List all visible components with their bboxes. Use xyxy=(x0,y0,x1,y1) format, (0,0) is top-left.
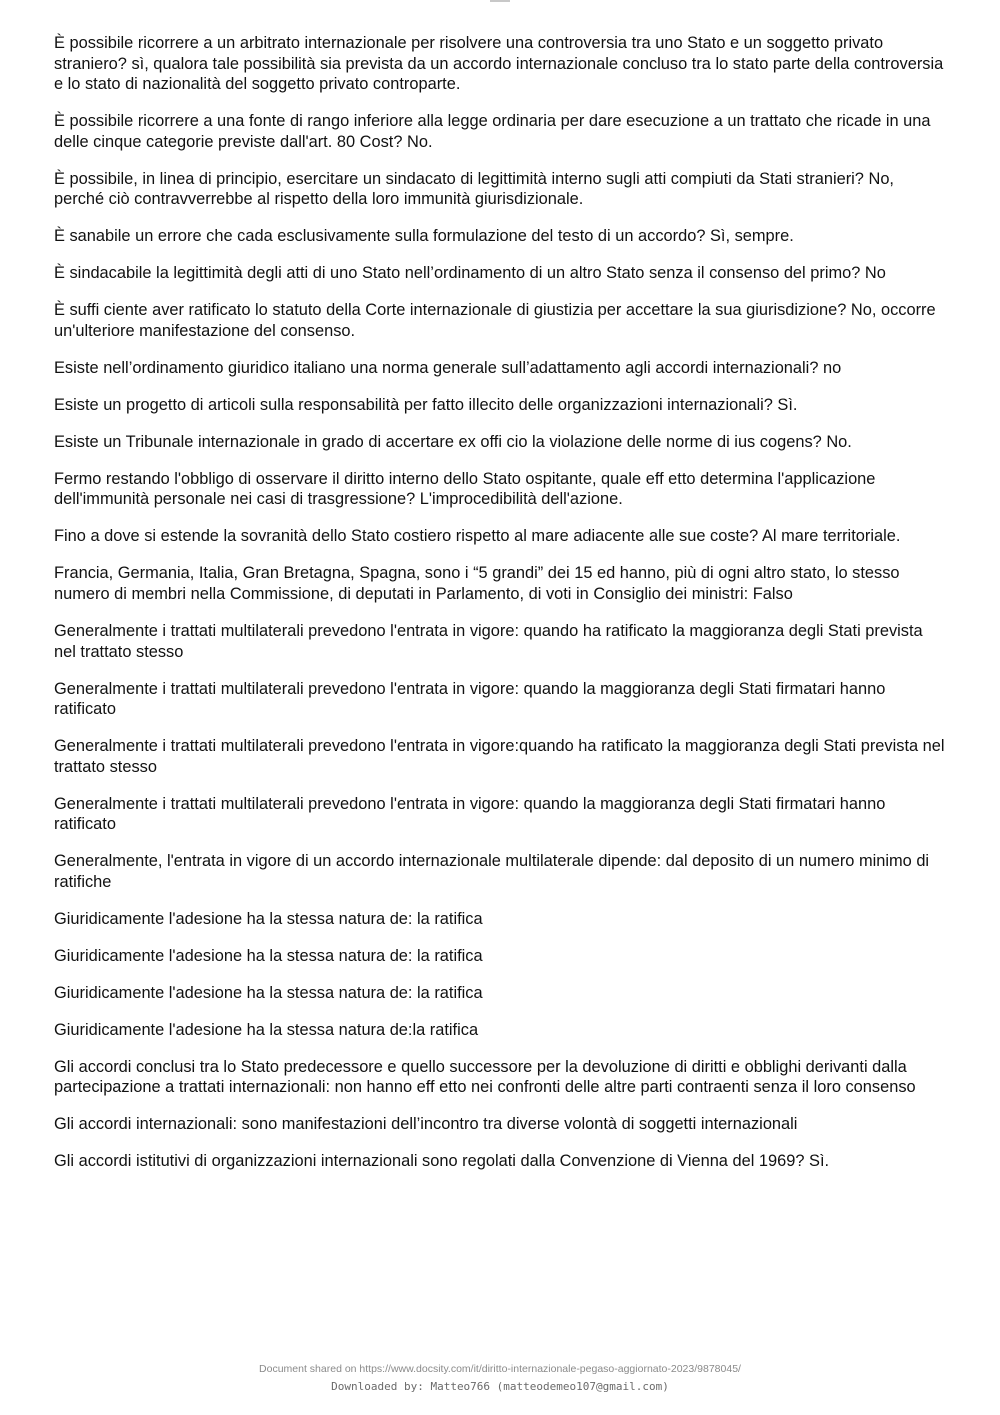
question-paragraph: Giuridicamente l'adesione ha la stessa natura de:la ratifica xyxy=(54,1020,479,1039)
question-paragraph: È possibile, in linea di principio, esercitare un sindacato di legittimità interno sugli atti compiuti da Stati stranieri? No, perché ciò contravverrebbe al rispetto della loro immunità giurisdizionale. xyxy=(54,169,894,209)
question-paragraph: Esiste un progetto di articoli sulla responsabilità per fatto illecito delle organizzazioni internazionali? Sì. xyxy=(54,395,798,414)
document-body xyxy=(54,33,946,1188)
question-paragraph: Generalmente i trattati multilaterali prevedono l'entrata in vigore:quando ha ratificato la maggioranza degli Stati prevista nel trattato stesso xyxy=(54,737,945,776)
question-paragraph: Generalmente i trattati multilaterali prevedono l'entrata in vigore: quando la maggioranza degli Stati firmatari hanno ratificato xyxy=(54,794,886,834)
question-paragraph: È possibile ricorrere a un arbitrato internazionale per risolvere una controversia tra uno Stato e un soggetto privato straniero? sì, qualora tale possibilità sia prevista da un accordo internazionale concluso tra lo stato parte della controversia e lo stato di nazionalità del soggetto privato controparte. xyxy=(54,34,944,94)
question-paragraph: Francia, Germania, Italia, Gran Bretagna, Spagna, sono i “5 grandi” dei 15 ed hanno, più di ogni altro stato, lo stesso numero di membri nella Commissione, di deputati in Parlamento, di voti in Consiglio dei ministri: Falso xyxy=(54,564,900,603)
question-paragraph: Gli accordi internazionali: sono manifestazioni dell’incontro tra diverse volontà di soggetti internazionali xyxy=(54,1115,798,1134)
question-paragraph: Fermo restando l'obbligo di osservare il diritto interno dello Stato ospitante, quale eff etto determina l'applicazione dell'immunità personale nei casi di trasgressione? L'improcedibilità dell'azione. xyxy=(54,469,876,509)
question-paragraph: Esiste un Tribunale internazionale in grado di accertare ex offi cio la violazione delle norme di ius cogens? No. xyxy=(54,432,852,451)
question-paragraph: È sanabile un errore che cada esclusivamente sulla formulazione del testo di un accordo? Sì, sempre. xyxy=(54,227,794,246)
question-paragraph: Giuridicamente l'adesione ha la stessa natura de: la ratifica xyxy=(54,983,483,1002)
question-paragraph: Fino a dove si estende la sovranità dello Stato costiero rispetto al mare adiacente alle sue coste? Al mare territoriale. xyxy=(54,527,901,546)
footer-download-notice: Downloaded by: Matteo766 (matteodemeo107@gmail.com) xyxy=(331,1380,669,1393)
question-paragraph: Giuridicamente l'adesione ha la stessa natura de: la ratifica xyxy=(54,909,483,928)
question-paragraph: È sindacabile la legittimità degli atti di uno Stato nell’ordinamento di un altro Stato senza il consenso del primo? No xyxy=(54,264,886,283)
question-paragraph: Giuridicamente l'adesione ha la stessa natura de: la ratifica xyxy=(54,946,483,965)
question-paragraph: È suffi ciente aver ratificato lo statuto della Corte internazionale di giustizia per accettare la sua giurisdizione? No, occorre un'ulteriore manifestazione del consenso. xyxy=(54,301,936,340)
footer-shared-notice: Document shared on https://www.docsity.com/it/diritto-internazionale-pegaso-aggiornato-2023/9878045/ xyxy=(259,1363,741,1375)
question-paragraph: Esiste nell’ordinamento giuridico italiano una norma generale sull’adattamento agli accordi internazionali? no xyxy=(54,358,842,377)
question-paragraph: Generalmente i trattati multilaterali prevedono l'entrata in vigore: quando la maggioranza degli Stati firmatari hanno ratificato xyxy=(54,679,886,719)
question-paragraph: Generalmente, l'entrata in vigore di un accordo internazionale multilaterale dipende: dal deposito di un numero minimo di ratifiche xyxy=(54,852,930,891)
question-paragraph: Generalmente i trattati multilaterali prevedono l'entrata in vigore: quando ha ratificato la maggioranza degli Stati prevista nel trattato stesso xyxy=(54,621,923,661)
question-paragraph: Gli accordi conclusi tra lo Stato predecessore e quello successore per la devoluzione di diritti e obblighi derivanti dalla partecipazione a trattati internazionali: non hanno eff etto nei confronti delle altre parti contraenti senza il loro consenso xyxy=(54,1057,916,1097)
page-top-mark xyxy=(490,0,510,2)
question-paragraph: Gli accordi istitutivi di organizzazioni internazionali sono regolati dalla Convenzione di Vienna del 1969? Sì. xyxy=(54,1152,830,1171)
question-paragraph: È possibile ricorrere a una fonte di rango inferiore alla legge ordinaria per dare esecuzione a un trattato che ricade in una delle cinque categorie previste dall'art. 80 Cost? No. xyxy=(54,112,931,151)
